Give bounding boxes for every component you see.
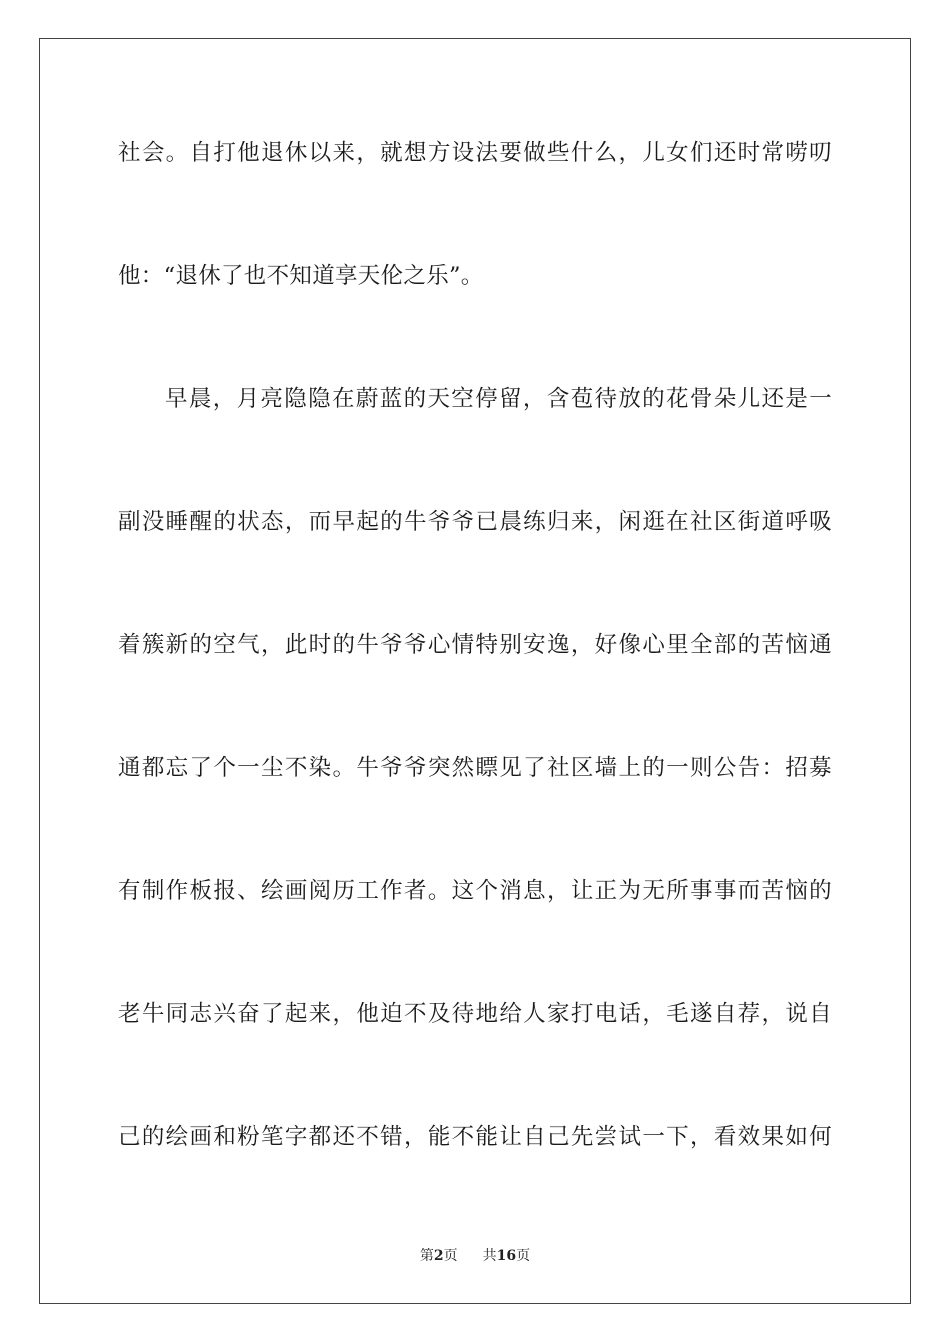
total-suffix: 页 (516, 1248, 531, 1264)
paragraph-line-1: 社会。自打他退休以来，就想方设法要做些什么，儿女们还时常唠叨 (118, 140, 832, 166)
paragraph-line-5: 着簇新的空气，此时的牛爷爷心情特别安逸，好像心里全部的苦恼通 (118, 632, 832, 658)
paragraph-line-4: 副没睡醒的状态，而早起的牛爷爷已晨练归来，闲逛在社区街道呼吸 (118, 509, 832, 535)
page-suffix: 页 (443, 1248, 458, 1264)
page-prefix: 第 (419, 1248, 434, 1264)
paragraph-line-8: 老牛同志兴奋了起来，他迫不及待地给人家打电话，毛遂自荐，说自 (118, 1001, 832, 1027)
page-footer (0, 1246, 950, 1266)
paragraph-line-7: 有制作板报、绘画阅历工作者。这个消息，让正为无所事事而苦恼的 (118, 878, 832, 904)
page-number-label (420, 1246, 458, 1266)
paragraph-line-9: 己的绘画和粉笔字都还不错，能不能让自己先尝试一下，看效果如何 (118, 1124, 832, 1150)
total-prefix: 共 (482, 1248, 497, 1264)
paragraph-line-2: 他：“退休了也不知道享天伦之乐”。 (118, 263, 484, 289)
paragraph-line-6: 通都忘了个一尘不染。牛爷爷突然瞟见了社区墙上的一则公告：招募 (118, 755, 832, 781)
total-pages: 16 (496, 1248, 517, 1264)
paragraph-line-3: 早晨，月亮隐隐在蔚蓝的天空停留，含苞待放的花骨朵儿还是一 (165, 386, 832, 412)
total-pages-label (483, 1246, 530, 1266)
page-number: 2 (433, 1248, 444, 1264)
page-border (39, 38, 911, 1304)
